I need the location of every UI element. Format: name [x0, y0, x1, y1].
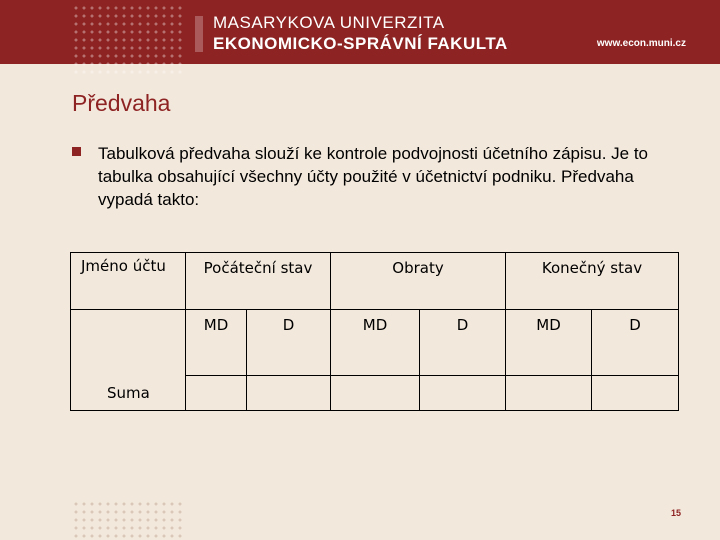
university-name: MASARYKOVA UNIVERZITA [213, 13, 445, 32]
total-opening-d [247, 376, 331, 411]
closing-md-header: MD [506, 310, 592, 376]
turnover-md-header: MD [331, 310, 420, 376]
total-turnover-d [420, 376, 506, 411]
header-turnover: Obraty [331, 253, 506, 310]
turnover-d-header: D [420, 310, 506, 376]
total-label: Suma [71, 310, 186, 411]
total-opening-md [186, 376, 247, 411]
bullet-item [72, 142, 692, 211]
trial-balance-table [70, 252, 679, 411]
dot-pattern-top [72, 4, 184, 76]
total-closing-md [506, 376, 592, 411]
header-closing-balance: Konečný stav [506, 253, 679, 310]
website-url: www.econ.muni.cz [596, 38, 686, 49]
logo-mark-icon [195, 16, 203, 52]
header-account-name: Jméno účtu [71, 253, 186, 310]
page-number: 15 [671, 508, 682, 518]
total-closing-d [592, 376, 679, 411]
header-bar [0, 0, 720, 64]
slide-title: Předvaha [72, 90, 171, 116]
bullet-text: Tabulková předvaha slouží ke kontrole podvojnosti účetního zápisu. Je to tabulka obsahující všechny účty použité v účetnictví podniku. Předvaha vypadá takto: [98, 144, 649, 209]
bullet-square-icon [72, 147, 81, 156]
header-opening-balance: Počáteční stav [186, 253, 331, 310]
total-turnover-md [331, 376, 420, 411]
dot-pattern-bottom [72, 500, 184, 540]
closing-d-header: D [592, 310, 679, 376]
opening-d-header: D [247, 310, 331, 376]
opening-md-header: MD [186, 310, 247, 376]
faculty-name: EKONOMICKO-SPRÁVNÍ FAKULTA [213, 34, 508, 53]
